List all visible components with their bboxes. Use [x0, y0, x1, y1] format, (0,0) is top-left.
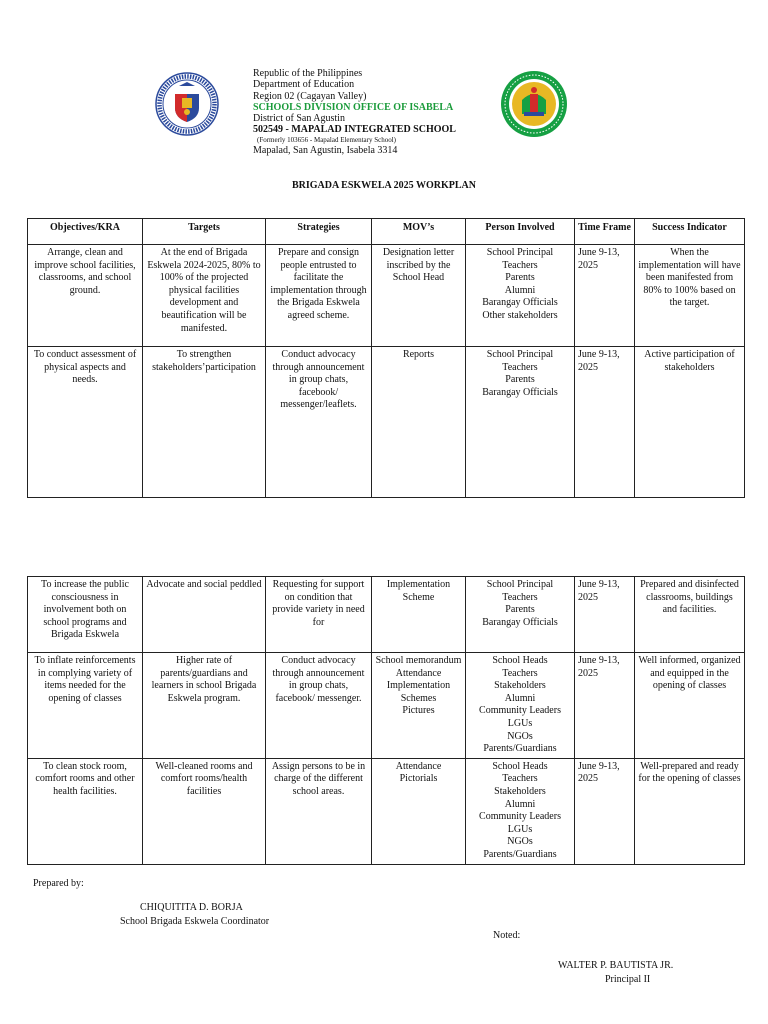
- table-row: [28, 347, 745, 498]
- success-indicator-cell: Prepared and disinfected classrooms, buildings and facilities.: [635, 577, 745, 653]
- person-item: Community Leaders: [479, 705, 561, 717]
- target-cell: Well-cleaned rooms and comfort rooms/health facilities: [143, 758, 266, 864]
- noted-by-name: WALTER P. BAUTISTA JR.: [558, 960, 674, 971]
- objective-cell: To clean stock room, comfort rooms and other health facilities.: [28, 758, 143, 864]
- prepared-by-title: School Brigada Eskwela Coordinator: [120, 916, 270, 927]
- objective-cell: To conduct assessment of physical aspects and needs.: [28, 347, 143, 498]
- address-line: Mapalad, San Agustin, Isabela 3314: [253, 144, 398, 156]
- prepared-by-name: CHIQUITITA D. BORJA: [140, 902, 243, 913]
- person-item: Alumni: [504, 284, 536, 296]
- objective-cell: To increase the public consciousness in involvement both on school programs and Brigada Eskwela: [28, 577, 143, 653]
- person-item: Barangay Officials: [482, 297, 558, 309]
- person-item: Teachers: [502, 667, 538, 679]
- person-item: Alumni: [504, 798, 536, 810]
- time-frame-cell: June 9-13, 2025: [575, 577, 635, 653]
- persons-cell: [466, 245, 575, 347]
- person-item: NGOs: [507, 730, 533, 742]
- persons-cell: [466, 577, 575, 653]
- persons-cell: [466, 758, 575, 864]
- person-item: LGUs: [507, 717, 533, 729]
- person-item: Teachers: [502, 591, 538, 603]
- mov-item: School memorandum: [375, 655, 462, 666]
- person-item: Parents: [505, 272, 535, 284]
- time-frame-cell: June 9-13, 2025: [575, 245, 635, 347]
- person-item: School Heads: [492, 655, 548, 666]
- mov-item: Pictures: [402, 705, 435, 717]
- sdo-isabela-seal-logo: [500, 70, 568, 138]
- person-item: Teachers: [502, 361, 538, 373]
- table-row: [28, 577, 745, 653]
- col-header: Objectives/KRA: [28, 219, 143, 245]
- time-frame-cell: June 9-13, 2025: [575, 347, 635, 498]
- person-item: NGOs: [507, 836, 533, 848]
- person-item: School Principal: [486, 349, 554, 360]
- col-header: Success Indicator: [635, 219, 745, 245]
- person-item: Teachers: [502, 773, 538, 785]
- objective-cell: To inflate reinforcements in complying variety of items needed for the opening of classes: [28, 653, 143, 759]
- workplan-table-top: [27, 218, 745, 498]
- person-item: Stakeholders: [494, 680, 546, 692]
- table-row: [28, 653, 745, 759]
- col-header: Person Involved: [466, 219, 575, 245]
- target-cell: Advocate and social peddled: [143, 577, 266, 653]
- time-frame-cell: June 9-13, 2025: [575, 653, 635, 759]
- mov-item: Attendance: [395, 667, 442, 679]
- noted-label: Noted:: [493, 930, 521, 941]
- workplan-title: BRIGADA ESKWELA 2025 WORKPLAN: [291, 180, 476, 191]
- mov-cell: Reports: [372, 347, 466, 498]
- mov-cell: Implementation Scheme: [372, 577, 466, 653]
- table-header-row: [28, 219, 745, 245]
- target-cell: At the end of Brigada Eskwela 2024-2025, 80% to 100% of the projected physical facilities development and beautification will be manifested.: [143, 245, 266, 347]
- deped-seal-logo: [155, 72, 219, 136]
- mov-cell: Designation letter inscribed by the School Head: [372, 245, 466, 347]
- target-cell: To strengthen stakeholders’participation: [143, 347, 266, 498]
- persons-cell: [466, 653, 575, 759]
- mov-item: Pictorials: [399, 773, 438, 785]
- success-indicator-cell: Well-prepared and ready for the opening of classes: [635, 758, 745, 864]
- target-cell: Higher rate of parents/guardians and learners in school Brigada Eskwela program.: [143, 653, 266, 759]
- persons-cell: [466, 347, 575, 498]
- person-item: Parents/Guardians: [483, 743, 557, 755]
- person-item: Barangay Officials: [482, 386, 558, 398]
- col-header: MOV’s: [372, 219, 466, 245]
- person-item: Stakeholders: [494, 785, 546, 797]
- person-item: Barangay Officials: [482, 616, 558, 628]
- mov-item: Attendance: [395, 760, 442, 772]
- republic-line: Republic of the Philippines: [253, 68, 363, 79]
- person-item: Community Leaders: [479, 811, 561, 823]
- person-item: Teachers: [502, 259, 538, 271]
- col-header: Strategies: [266, 219, 372, 245]
- workplan-table-bottom: [27, 576, 745, 865]
- region-line: Region 02 (Cagayan Valley): [253, 90, 367, 102]
- mov-cell: [372, 758, 466, 864]
- person-item: Parents: [505, 374, 535, 386]
- person-item: School Principal: [486, 247, 554, 258]
- time-frame-cell: June 9-13, 2025: [575, 758, 635, 864]
- letterhead-text: [253, 68, 456, 156]
- success-indicator-cell: Active participation of stakeholders: [635, 347, 745, 498]
- letterhead: [0, 60, 768, 170]
- success-indicator-cell: When the implementation will have been manifested from 80% to 100% based on the target.: [635, 245, 745, 347]
- person-item: Parents/Guardians: [483, 848, 557, 860]
- person-item: School Heads: [492, 760, 548, 772]
- success-indicator-cell: Well informed, organized and equipped in the opening of classes: [635, 653, 745, 759]
- col-header: Time Frame: [575, 219, 635, 245]
- strategy-cell: Conduct advocacy through announcement in group chats, facebook/ messenger.: [266, 653, 372, 759]
- division-office-line: SCHOOLS DIVISION OFFICE OF ISABELA: [253, 101, 454, 113]
- person-item: Alumni: [504, 692, 536, 704]
- person-item: School Principal: [486, 579, 554, 590]
- strategy-cell: Requesting for support on condition that provide variety in need for: [266, 577, 372, 653]
- strategy-cell: Assign persons to be in charge of the different school areas.: [266, 758, 372, 864]
- mov-cell: [372, 653, 466, 759]
- col-header: Targets: [143, 219, 266, 245]
- strategy-cell: Prepare and consign people entrusted to facilitate the implementation through the Brigada Eskwela agreed scheme.: [266, 245, 372, 347]
- person-item: LGUs: [507, 823, 533, 835]
- table-row: [28, 758, 745, 864]
- strategy-cell: Conduct advocacy through announcement in group chats, facebook/ messenger/leaflets.: [266, 347, 372, 498]
- district-line: District of San Agustin: [253, 113, 345, 125]
- prepared-by-label: Prepared by:: [33, 878, 84, 889]
- person-item: Parents: [505, 604, 535, 616]
- person-item: Other stakeholders: [482, 309, 558, 321]
- school-name-line: 502549 - MAPALAD INTEGRATED SCHOOL: [253, 124, 456, 136]
- noted-by-title: Principal II: [605, 974, 651, 985]
- mov-item: Implementation Schemes: [386, 680, 451, 704]
- formerly-line: (Formerly 103656 - Mapalad Elementary School): [257, 135, 396, 144]
- department-line: Department of Education: [253, 79, 355, 91]
- objective-cell: Arrange, clean and improve school facilities, classrooms, and school ground.: [28, 245, 143, 347]
- table-row: [28, 245, 745, 347]
